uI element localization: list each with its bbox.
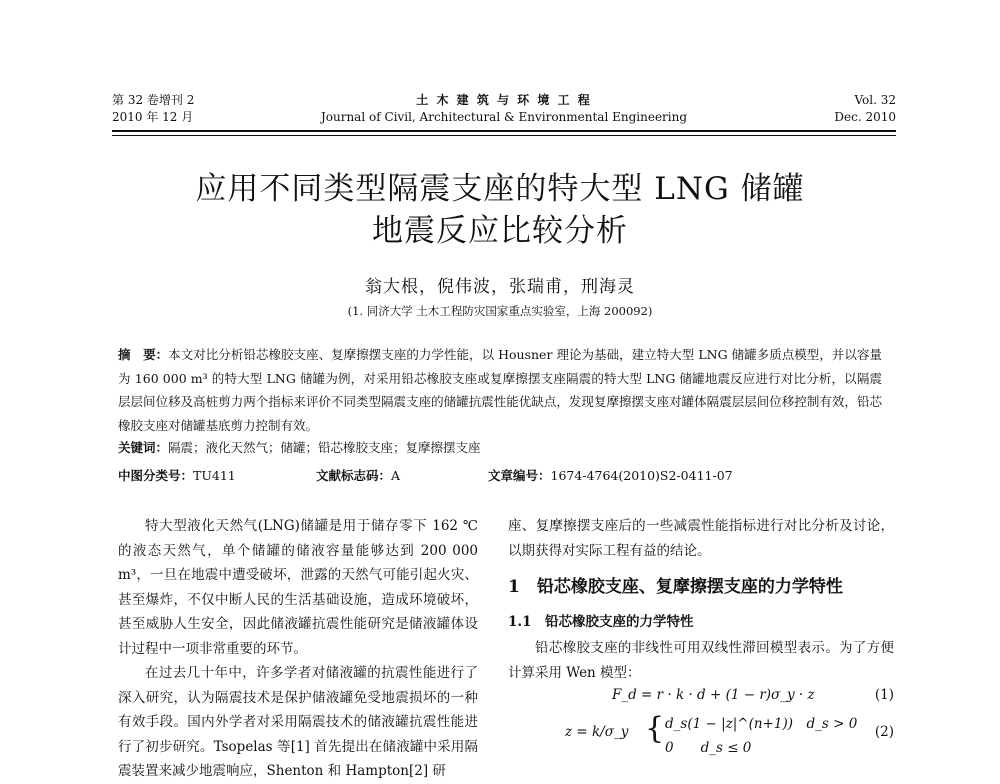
intro-paragraph-1: 特大型液化天然气(LNG)储罐是用于储存零下 162 ℃ 的液态天然气，单个储罐的储液容量能够达到 200 000 m³，一旦在地震中遭受破坏，泄露的天然气可能引起火灾、甚至爆炸，不仅中断人民的生活基础设施，造成环境破坏，甚至威胁人生安全，因此储液罐抗震性能研究是储液罐体设计过程中一项非常重要的环节。	[118, 518, 478, 657]
header-rule-thick	[112, 130, 896, 132]
volume-issue: 第 32 卷增刊 2	[112, 93, 195, 107]
equation-2-case-1: d_s(1 − |z|^(n+1)) d_s > 0	[665, 716, 858, 732]
equation-1: F_d = r · k · d + (1 − r)σ_y · z	[612, 687, 815, 703]
equation-2-brace: {	[645, 711, 665, 746]
abstract-label: 摘 要：	[118, 347, 169, 362]
body-left-column	[118, 514, 478, 784]
continued-paragraph: 座、复摩擦摆支座后的一些减震性能指标进行对比分析及讨论，以期获得对实际工程有益的结论。	[508, 518, 894, 559]
intro-paragraph-2: 在过去几十年中，许多学者对储液罐的抗震性能进行了深入研究，认为隔震技术是保护储液罐免受地震损坏的一种有效手段。国内外学者对采用隔震技术的储液罐抗震性能进行了初步研究。Tsopelas 等[1] 首先提出在储液罐中采用隔震装置来减少地震响应，Shenton 和 Hampton[2] 研	[118, 665, 478, 779]
header-rule-thin	[112, 135, 896, 136]
equation-1-number: (1)	[874, 687, 894, 703]
authors: 翁大根，倪伟波，张瑞甫，刑海灵	[365, 277, 635, 297]
volume-info-en	[834, 92, 896, 126]
article-number	[488, 466, 733, 484]
section-heading-1: 1 铅芯橡胶支座、复摩擦摆支座的力学特性	[508, 577, 843, 597]
journal-name-cn: 土 木 建 筑 与 环 境 工 程	[416, 93, 592, 107]
clc-code	[118, 466, 236, 484]
body-right-column	[508, 514, 894, 685]
equation-2-lhs: z = k/σ_y	[565, 724, 629, 740]
keywords-label: 关键词：	[118, 440, 169, 455]
journal-name	[112, 92, 896, 126]
classification-line	[118, 466, 882, 486]
abstract-text: 本文对比分析铅芯橡胶支座、复摩擦摆支座的力学性能，以 Housner 理论为基础，建立特大型 LNG 储罐多质点模型，并以容量为 160 000 m³ 的特大型 LNG 储罐为例，对采用铅芯橡胶支座或复摩擦摆支座隔震的特大型 LNG 储罐地震反应进行对比分析，以隔震层层间位移及高桩剪力两个指标来评价不同类型隔震支座的储罐抗震性能优缺点，发现复摩擦摆支座对罐体隔震层层间位移控制有效，铅芯橡胶支座对储罐基底剪力控制有效。	[118, 347, 882, 433]
equation-2-case-2: 0 d_s ≤ 0	[665, 740, 752, 756]
doc-value: A	[391, 468, 401, 483]
keywords	[118, 438, 882, 456]
art-label: 文章编号：	[488, 468, 551, 483]
equation-2-number: (2)	[874, 724, 894, 740]
paper-title-line1: 应用不同类型隔震支座的特大型 LNG 储罐	[195, 171, 805, 207]
doc-code	[316, 466, 400, 484]
doc-label: 文献标志码：	[316, 468, 392, 483]
issue-date: 2010 年 12 月	[112, 110, 194, 124]
paper-title-line2: 地震反应比较分析	[372, 213, 628, 249]
affiliation: (1. 同济大学 土木工程防灾国家重点实验室，上海 200092)	[347, 304, 653, 318]
art-value: 1674-4764(2010)S2-0411-07	[550, 468, 733, 483]
clc-label: 中图分类号：	[118, 468, 194, 483]
volume-en: Vol. 32	[854, 93, 896, 107]
date-en: Dec. 2010	[834, 110, 896, 124]
keywords-text: 隔震；液化天然气；储罐；铅芯橡胶支座；复摩擦摆支座	[168, 440, 481, 455]
abstract	[118, 343, 882, 437]
clc-value: TU411	[193, 468, 236, 483]
subsection-heading-1-1: 1.1 铅芯橡胶支座的力学特性	[508, 613, 694, 630]
model-paragraph: 铅芯橡胶支座的非线性可用双线性滞回模型表示。为了方便计算采用 Wen 模型：	[508, 640, 894, 681]
running-header	[112, 92, 896, 130]
journal-name-en: Journal of Civil, Architectural & Environmental Engineering	[320, 110, 688, 124]
